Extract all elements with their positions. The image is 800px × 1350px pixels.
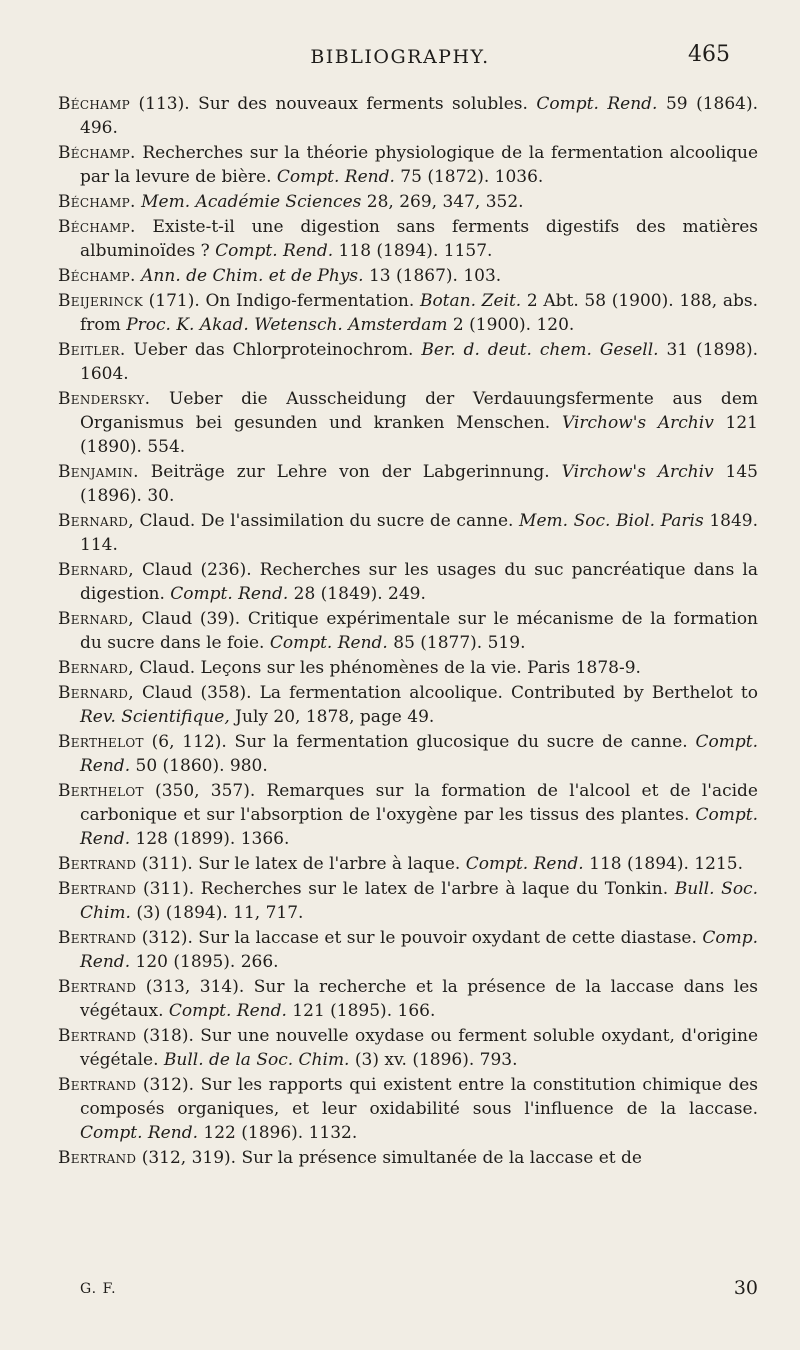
entry-author: Benjamin. bbox=[58, 462, 139, 482]
entry-author: Bertrand bbox=[58, 1148, 137, 1168]
page-title: BIBLIOGRAPHY. bbox=[310, 46, 490, 68]
entry-reference: 118 (1894). 1215. bbox=[583, 854, 743, 874]
entry-reference: 122 (1896). 1132. bbox=[197, 1123, 358, 1143]
entry-reference: (3) (1894). 11, 717. bbox=[130, 903, 304, 923]
entry-reference: 121 (1890). 554. bbox=[80, 413, 758, 457]
entry-journal: Ann. de Chim. et de Phys. bbox=[141, 266, 364, 286]
bibliography-entry bbox=[58, 779, 758, 851]
entry-journal: Rev. Scientifique, bbox=[80, 707, 230, 727]
entry-text: Beiträge zur Lehre von der Labgerinnung. bbox=[138, 462, 562, 482]
entry-author: Bertrand bbox=[58, 879, 137, 899]
entry-author: Bertrand bbox=[58, 1075, 137, 1095]
entry-text: (171). On Indigo-fermentation. bbox=[143, 291, 420, 311]
entry-journal: Compt. Rend. bbox=[80, 805, 758, 849]
entry-reference: 2 (1900). 120. bbox=[447, 315, 575, 335]
entry-journal: Compt. Rend. bbox=[269, 633, 388, 653]
entry-text: (312). Sur les rapports qui existent entre la constitution chimique des composés organiques, et leur oxidabilité sous l'influence de la laccase. bbox=[80, 1075, 758, 1119]
entry-reference: 59 (1864). 496. bbox=[80, 94, 758, 138]
entry-text: Existe-t-il une digestion sans ferments digestifs des matières albuminoïdes ? bbox=[80, 217, 758, 261]
bibliography-entry bbox=[58, 141, 758, 189]
bibliography-entry bbox=[58, 215, 758, 263]
entry-reference: 118 (1894). 1157. bbox=[333, 241, 493, 261]
entry-author: Béchamp. bbox=[58, 192, 136, 212]
entry-author: Berthelot bbox=[58, 732, 144, 752]
entry-text: (318). Sur une nouvelle oxydase ou ferment soluble oxydant, d'origine végétale. bbox=[80, 1026, 758, 1070]
entry-reference: 145 (1896). 30. bbox=[80, 462, 758, 506]
entry-journal: Virchow's Archiv bbox=[561, 413, 714, 433]
bibliography-entry bbox=[58, 926, 758, 974]
bibliography-entry bbox=[58, 558, 758, 606]
entry-text: Claud (358). La fermentation alcoolique. Contributed by Berthelot to bbox=[133, 683, 758, 703]
entry-reference: 120 (1895). 266. bbox=[130, 952, 279, 972]
entry-author: Béchamp. bbox=[58, 266, 136, 286]
entry-reference: 13 (1867). 103. bbox=[363, 266, 502, 286]
entry-journal: Compt. Rend. bbox=[168, 1001, 287, 1021]
entry-text: (311). Recherches sur le latex de l'arbre à laque du Tonkin. bbox=[136, 879, 675, 899]
entry-journal: Proc. K. Akad. Wetensch. Amsterdam bbox=[126, 315, 448, 335]
sheet-number: 30 bbox=[733, 1277, 758, 1299]
entry-text: Claud (39). Critique expérimentale sur le mécanisme de la formation du sucre dans le foie. bbox=[80, 609, 758, 653]
running-head bbox=[0, 40, 800, 76]
entry-author: Bernard, bbox=[58, 609, 134, 629]
entry-author: Bertrand bbox=[58, 1026, 137, 1046]
entry-text: (312). Sur la laccase et sur le pouvoir oxydant de cette diastase. bbox=[136, 928, 703, 948]
page-footer bbox=[58, 1277, 758, 1305]
entry-reference: 28 (1849). 249. bbox=[288, 584, 426, 604]
bibliography-entry bbox=[58, 607, 758, 655]
entry-journal: Compt. Rend. bbox=[276, 167, 395, 187]
entry-text: Claud. Leçons sur les phénomènes de la vie. Paris 1878-9. bbox=[133, 658, 641, 678]
entry-text: Claud (236). Recherches sur les usages du suc pancréatique dans la digestion. bbox=[80, 560, 758, 604]
entry-journal: Compt. Rend. bbox=[215, 241, 334, 261]
bibliography-entry bbox=[58, 1073, 758, 1145]
entry-journal: Compt. Rend. bbox=[80, 1123, 198, 1143]
entry-journal: Mem. Académie Sciences bbox=[141, 192, 362, 212]
entry-text: (311). Sur le latex de l'arbre à laque. bbox=[136, 854, 466, 874]
entry-author: Bernard, bbox=[58, 683, 134, 703]
entry-journal: Comp. Rend. bbox=[80, 928, 758, 972]
entry-reference: 2 Abt. 58 (1900). 188, abs. from bbox=[80, 291, 758, 335]
entry-reference: July 20, 1878, page 49. bbox=[229, 707, 435, 727]
entry-text: Ueber das Chlorproteinochrom. bbox=[125, 340, 422, 360]
bibliography-entry bbox=[58, 460, 758, 508]
bibliography-entry bbox=[58, 92, 758, 140]
entry-text: Recherches sur la théorie physiologique de la fermentation alcoolique par la levure de bière. bbox=[80, 143, 758, 187]
entry-journal: Compt. Rend. bbox=[465, 854, 584, 874]
entry-author: Béchamp. bbox=[58, 143, 136, 163]
entry-author: Bernard, bbox=[58, 560, 134, 580]
entry-journal: Bull. de la Soc. Chim. bbox=[163, 1050, 350, 1070]
entry-author: Berthelot bbox=[58, 781, 144, 801]
bibliography-entry bbox=[58, 656, 758, 680]
entry-reference: 128 (1899). 1366. bbox=[130, 829, 290, 849]
entry-author: Bendersky. bbox=[58, 389, 151, 409]
entry-journal: Ber. d. deut. chem. Gesell. bbox=[421, 340, 659, 360]
bibliography-entry bbox=[58, 338, 758, 386]
entry-author: Bernard, bbox=[58, 658, 134, 678]
bibliography-entry bbox=[58, 975, 758, 1023]
entry-author: Béchamp. bbox=[58, 217, 136, 237]
entry-text: (6, 112). Sur la fermentation glucosique du sucre de canne. bbox=[143, 732, 696, 752]
entry-reference: 1849. 114. bbox=[80, 511, 758, 555]
entry-reference: (3) xv. (1896). 793. bbox=[349, 1050, 518, 1070]
bibliography-entry bbox=[58, 509, 758, 557]
bibliography-entry bbox=[58, 1146, 758, 1170]
entry-text: (313, 314). Sur la recherche et la présence de la laccase dans les végétaux. bbox=[80, 977, 758, 1021]
entry-author: Beitler. bbox=[58, 340, 126, 360]
entry-text: (350, 357). Remarques sur la formation de l'alcool et de l'acide carbonique et sur l'absorption de l'oxygène par les tissus des plantes. bbox=[80, 781, 758, 825]
entry-author: Bertrand bbox=[58, 928, 137, 948]
bibliography-entry bbox=[58, 877, 758, 925]
page-number: 465 bbox=[688, 42, 730, 67]
entry-text: (113). Sur des nouveaux ferments solubles. bbox=[130, 94, 537, 114]
bibliography-entry bbox=[58, 730, 758, 778]
entry-journal: Bull. Soc. Chim. bbox=[80, 879, 758, 923]
bibliography-entry bbox=[58, 387, 758, 459]
entry-author: Beijerinck bbox=[58, 291, 143, 311]
entry-reference: 85 (1877). 519. bbox=[387, 633, 526, 653]
entry-author: Bertrand bbox=[58, 854, 137, 874]
bibliography-entry bbox=[58, 264, 758, 288]
entry-text: Ueber die Ausscheidung der Verdauungsfermente aus dem Organismus bei gesunden und kranken Menschen. bbox=[80, 389, 758, 433]
entry-text: Claud. De l'assimilation du sucre de canne. bbox=[133, 511, 520, 531]
entry-reference: 75 (1872). 1036. bbox=[394, 167, 544, 187]
entry-journal: Botan. Zeit. bbox=[419, 291, 522, 311]
bibliography-entry bbox=[58, 852, 758, 876]
bibliography-entry bbox=[58, 681, 758, 729]
bibliography-entry bbox=[58, 1024, 758, 1072]
entry-journal: Compt. Rend. bbox=[80, 732, 758, 776]
bibliography-entry bbox=[58, 289, 758, 337]
entry-author: Bernard, bbox=[58, 511, 134, 531]
bibliography-entry bbox=[58, 190, 758, 214]
entry-journal: Compt. Rend. bbox=[170, 584, 289, 604]
entry-reference: 31 (1898). 1604. bbox=[80, 340, 758, 384]
entry-journal: Compt. Rend. bbox=[536, 94, 658, 114]
entry-reference: 28, 269, 347, 352. bbox=[361, 192, 524, 212]
printer-signature: G. F. bbox=[80, 1281, 117, 1297]
entry-reference: 121 (1895). 166. bbox=[286, 1001, 436, 1021]
entry-author: Bertrand bbox=[58, 977, 137, 997]
entry-text: (312, 319). Sur la présence simultanée de la laccase et de bbox=[136, 1148, 642, 1168]
entry-reference: 50 (1860). 980. bbox=[130, 756, 268, 776]
bibliography-list bbox=[58, 92, 758, 1171]
entry-author: Béchamp bbox=[58, 94, 131, 114]
entry-journal: Mem. Soc. Biol. Paris bbox=[519, 511, 704, 531]
entry-journal: Virchow's Archiv bbox=[561, 462, 714, 482]
